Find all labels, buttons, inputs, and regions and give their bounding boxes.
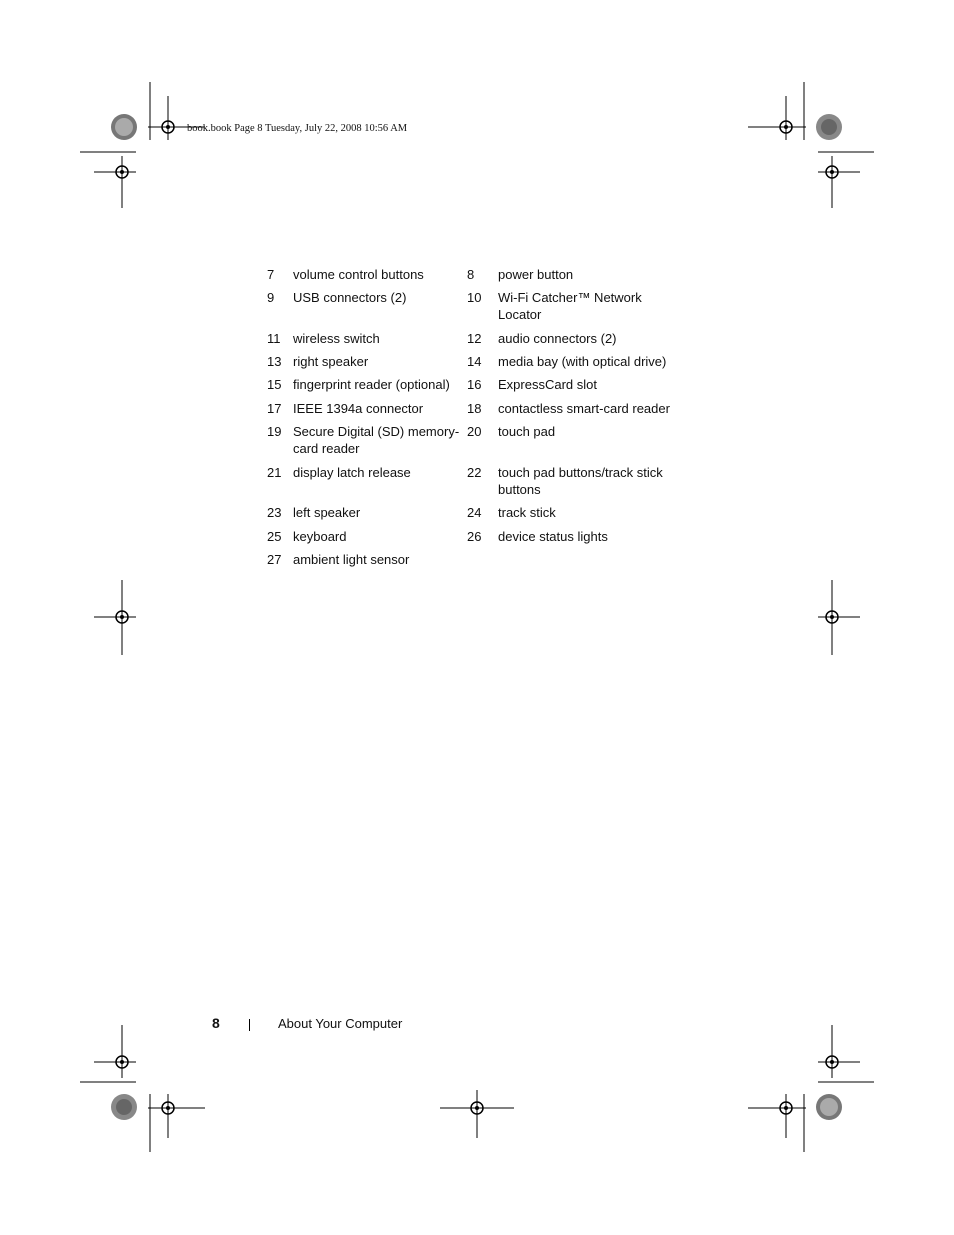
legend-number: 21 <box>267 465 282 480</box>
print-slug: book.book Page 8 Tuesday, July 22, 2008 10:56 AM <box>187 123 408 134</box>
legend-number: 11 <box>267 331 281 346</box>
legend-label: track stick <box>498 505 556 520</box>
legend-number: 10 <box>467 290 482 305</box>
legend-number: 20 <box>467 424 482 439</box>
legend-label: device status lights <box>498 529 608 544</box>
legend-number: 7 <box>267 267 275 282</box>
legend-number: 13 <box>267 354 282 369</box>
legend-number: 23 <box>267 505 282 520</box>
legend-label: audio connectors (2) <box>498 331 617 346</box>
legend-label: Wi-Fi Catcher™ Network Locator <box>498 290 642 322</box>
legend-number: 8 <box>467 267 475 282</box>
legend-label: left speaker <box>293 505 361 520</box>
legend-number: 12 <box>467 331 482 346</box>
legend-label: keyboard <box>293 529 347 544</box>
legend-label: power button <box>498 267 574 282</box>
legend-label: touch pad buttons/track stick buttons <box>498 465 663 497</box>
legend-label: USB connectors (2) <box>293 290 407 305</box>
legend-number: 27 <box>267 552 282 567</box>
legend-label: IEEE 1394a connector <box>293 401 424 416</box>
legend-label: ExpressCard slot <box>498 377 597 392</box>
legend-number: 25 <box>267 529 282 544</box>
legend-label: wireless switch <box>293 331 380 346</box>
legend-number: 18 <box>467 401 482 416</box>
legend-label: touch pad <box>498 424 556 439</box>
legend-number: 22 <box>467 465 482 480</box>
legend-label: ambient light sensor <box>293 552 410 567</box>
legend-number: 24 <box>467 505 482 520</box>
legend-number: 17 <box>267 401 282 416</box>
legend-number: 15 <box>267 377 282 392</box>
legend-label: right speaker <box>293 354 369 369</box>
legend-label: media bay (with optical drive) <box>498 354 667 369</box>
legend-number: 26 <box>467 529 482 544</box>
legend-label: contactless smart-card reader <box>498 401 670 416</box>
legend-number: 16 <box>467 377 482 392</box>
footer-divider <box>249 1019 250 1031</box>
page-number: 8 <box>212 1015 220 1031</box>
legend-label: Secure Digital (SD) memory-card reader <box>293 424 460 456</box>
legend-label: display latch release <box>293 465 411 480</box>
legend-number: 19 <box>267 424 282 439</box>
section-title: About Your Computer <box>278 1016 403 1031</box>
legend-number: 14 <box>467 354 482 369</box>
legend-number: 9 <box>267 290 275 305</box>
legend-label: volume control buttons <box>293 267 424 282</box>
legend-label: fingerprint reader (optional) <box>293 377 450 392</box>
